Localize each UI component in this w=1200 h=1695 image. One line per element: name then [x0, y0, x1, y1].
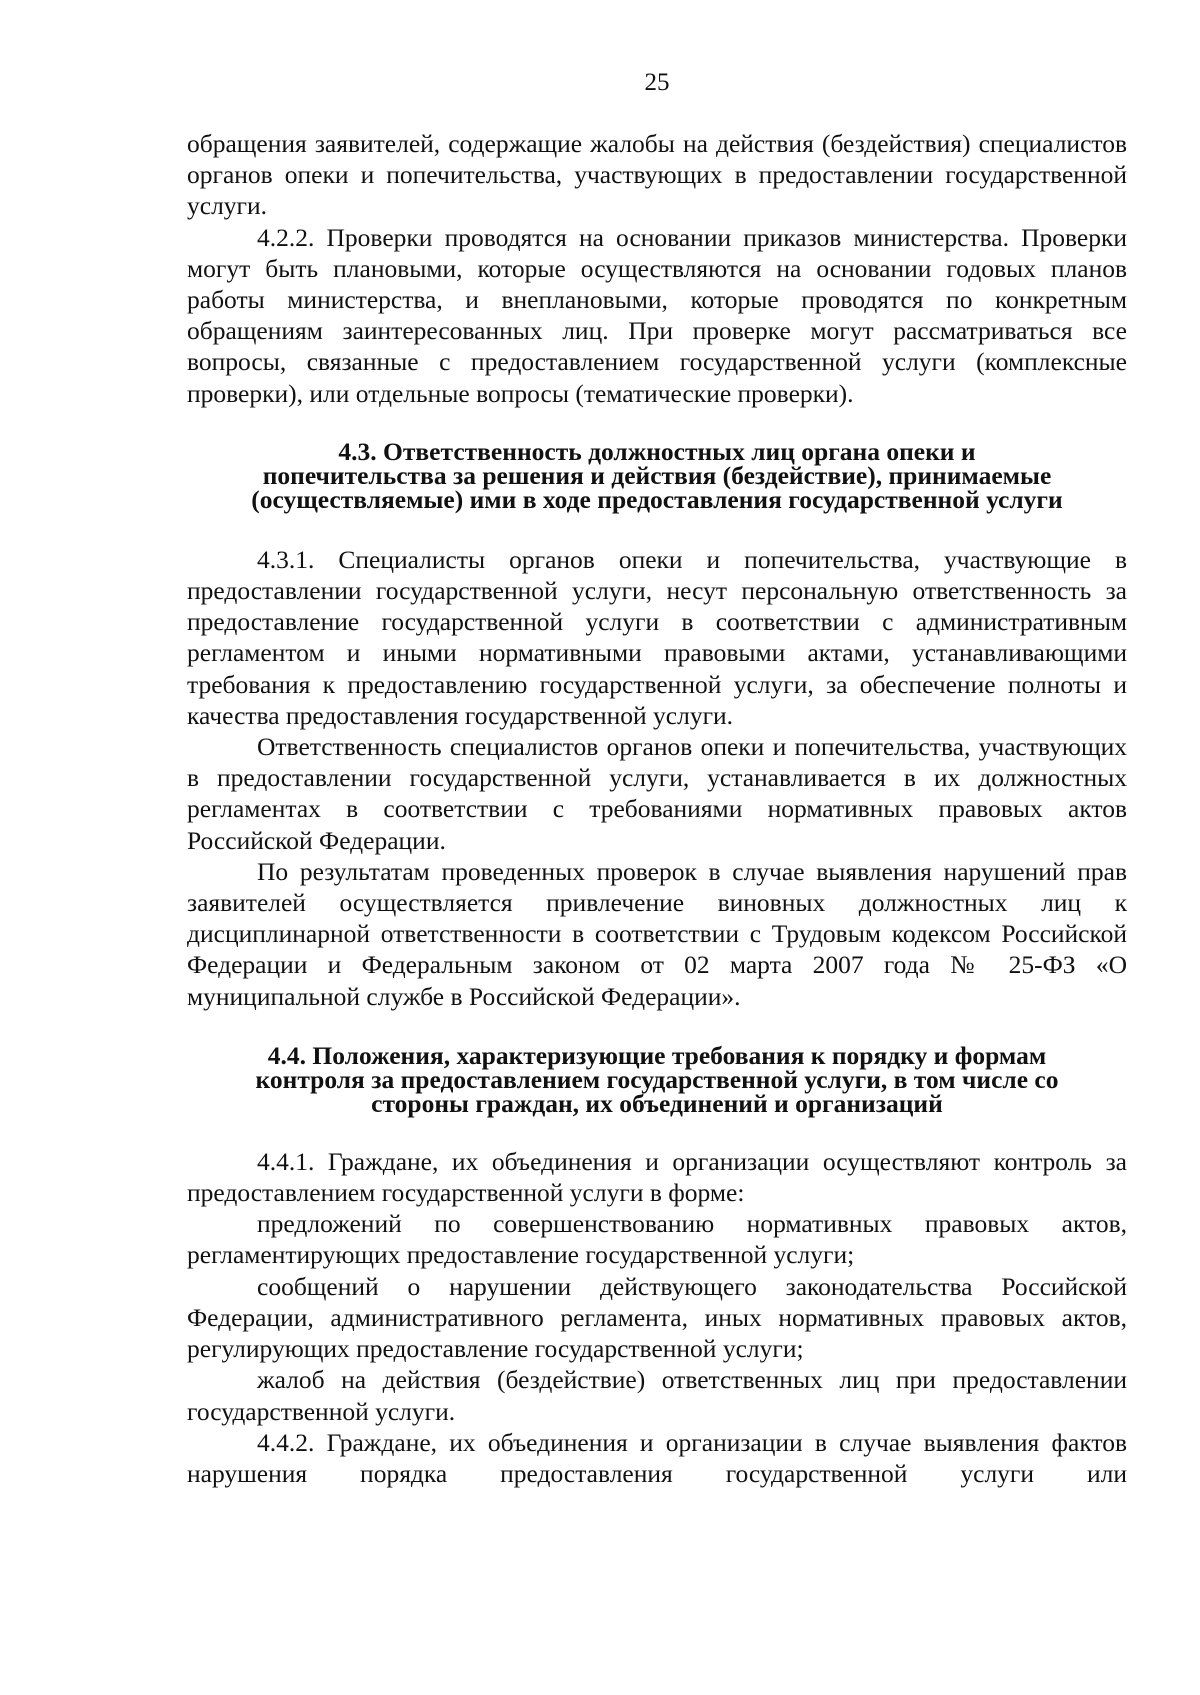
- list-item-reports: сообщений о нарушении действующего законодательства Российской Федерации, административного регламента, иных нормативных правовых актов, регулирующих предоставление государственной услуги;: [187, 1271, 1127, 1364]
- heading-4-3-line2: попечительства за решения и действия (бездействие), принимаемые: [262, 460, 1052, 490]
- heading-4-3-line1: 4.3. Ответственность должностных лиц органа опеки и: [338, 436, 976, 466]
- heading-4-4-line2: контроля за предоставлением государственной услуги, в том числе со: [255, 1064, 1059, 1094]
- paragraph-4-2-2: 4.2.2. Проверки проводятся на основании приказов министерства. Проверки могут быть плановыми, которые осуществляются на основании годовых планов работы министерства, и внеплановыми, которые проводятся по конкретным обращениям заинтересованных лиц. При проверке могут рассматриваться все вопросы, связанные с предоставлением государственной услуги (комплексные проверки), или отдельные вопросы (тематические проверки).: [187, 222, 1127, 408]
- paragraph-responsibility: Ответственность специалистов органов опеки и попечительства, участвующих в предоставлении государственной услуги, устанавливается в их должностных регламентах в соответствии с требованиями нормативных правовых актов Российской Федерации.: [187, 732, 1127, 855]
- document-body: [187, 128, 1127, 1489]
- paragraph-4-3-1: 4.3.1. Специалисты органов опеки и попечительства, участвующие в предоставлении государственной услуги, несут персональную ответственность за предоставление государственной услуги в соответствии с административным регламентом и иными нормативными правовыми актами, устанавливающими требования к предоставлению государственной услуги, за обеспечение полноты и качества предоставления государственной услуги.: [187, 544, 1127, 730]
- heading-4-4-line1: 4.4. Положения, характеризующие требования к порядку и формам: [267, 1040, 1047, 1070]
- paragraph-inspection-results: По результатам проведенных проверок в случае выявления нарушений прав заявителей осуществляется привлечение виновных должностных лиц к дисциплинарной ответственности в соответствии с Трудовым кодексом Российской Федерации и Федеральным законом от 02 марта 2007 года № 25-ФЗ «О муниципальной службе в Российской Федерации».: [187, 856, 1127, 1011]
- section-heading-4-3: [187, 436, 1127, 514]
- paragraph-4-4-2: 4.4.2. Граждане, их объединения и организации в случае выявления фактов нарушения порядка предоставления государственной услуги или: [187, 1427, 1127, 1488]
- list-item-complaints: жалоб на действия (бездействие) ответственных лиц при предоставлении государственной услуги.: [187, 1365, 1127, 1426]
- heading-4-3-line3: (осуществляемые) ими в ходе предоставления государственной услуги: [251, 484, 1063, 514]
- page-number: 25: [644, 69, 670, 96]
- paragraph-continued: обращения заявителей, содержащие жалобы на действия (бездействия) специалистов органов опеки и попечительства, участвующих в предоставлении государственной услуги.: [187, 129, 1127, 221]
- list-item-proposals: предложений по совершенствованию нормативных правовых актов, регламентирующих предоставление государственной услуги;: [187, 1209, 1127, 1270]
- heading-4-4-line3: стороны граждан, их объединений и организаций: [371, 1088, 943, 1118]
- section-heading-4-4: [187, 1040, 1127, 1118]
- paragraph-4-4-1: 4.4.1. Граждане, их объединения и организации осуществляют контроль за предоставлением государственной услуги в форме:: [187, 1146, 1127, 1208]
